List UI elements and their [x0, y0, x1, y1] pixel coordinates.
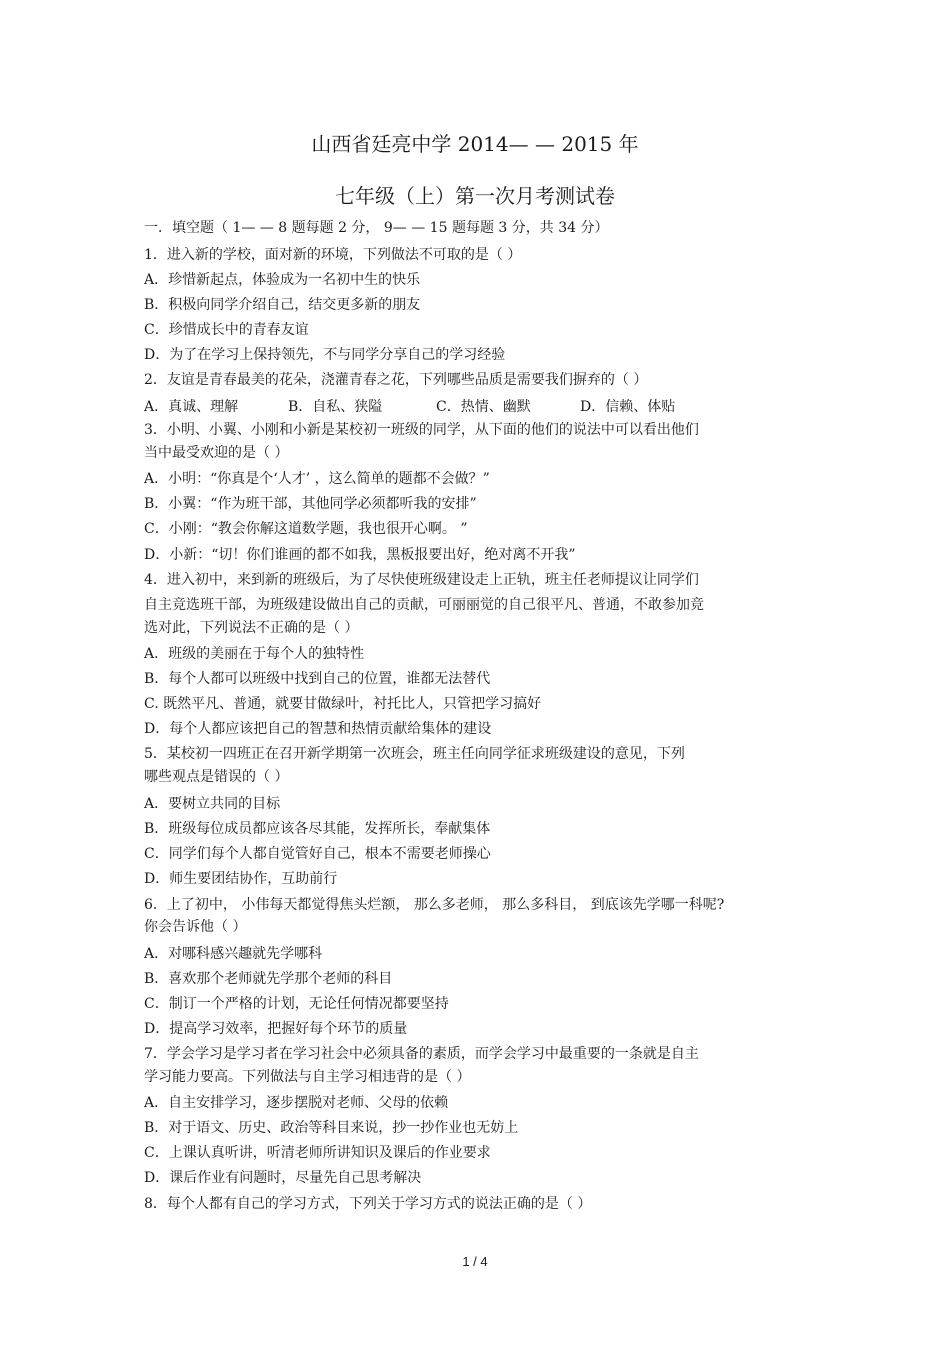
exam-line: C．小刚：“教会你解这道数学题，我也很开心啊。 ” [144, 521, 468, 537]
exam-line: 自主竞选班干部，为班级建设做出自己的贡献，可丽丽觉的自己很平凡、普通，不敢参加竞 [144, 597, 704, 613]
q2-option-a: A．真诚、理解 [144, 399, 239, 415]
exam-line: 2．友谊是青春最美的花朵，浇灌青春之花，下列哪些品质是需要我们摒弃的（ ） [144, 372, 648, 388]
q2-option-c: C．热情、幽默 [436, 399, 531, 415]
exam-line: B．积极向同学介绍自己，结交更多新的朋友 [144, 297, 421, 313]
exam-line: A．要树立共同的目标 [144, 796, 281, 812]
exam-line: 学习能力要高。下列做法与自主学习相违背的是（ ） [144, 1069, 471, 1085]
page-number: 1 / 4 [462, 1254, 488, 1269]
exam-line: 哪些观点是错误的（ ） [144, 769, 289, 785]
exam-line: 3．小明、小翼、小刚和小新是某校初一班级的同学，从下面的他们的说法中可以看出他们 [144, 422, 699, 438]
exam-line: A．班级的美丽在于每个人的独特性 [144, 646, 365, 662]
exam-line: D．每个人都应该把自己的智慧和热情贡献给集体的建设 [144, 721, 492, 737]
exam-line: B．喜欢那个老师就先学那个老师的科目 [144, 971, 393, 987]
exam-line: 选对此，下列说法不正确的是（ ） [144, 620, 359, 636]
exam-line: C. 既然平凡、普通，就要甘做绿叶，衬托比人，只管把学习搞好 [144, 696, 542, 712]
exam-line: 7．学会学习是学习者在学习社会中必须具备的素质，而学会学习中最重要的一条就是自主 [144, 1046, 699, 1062]
q2-option-b: B．自私、狭隘 [288, 399, 383, 415]
exam-line: A．珍惜新起点，体验成为一名初中生的快乐 [144, 272, 421, 288]
exam-line: A．小明：“你真是个‘人才’ ，这么简单的题都不会做？” [144, 471, 490, 487]
exam-line: D．课后作业有问题时，尽量先自己思考解决 [144, 1170, 422, 1186]
exam-line: B．对于语文、历史、政治等科目来说，抄一抄作业也无妨上 [144, 1120, 519, 1136]
exam-line: D．小新：“切！你们谁画的都不如我，黑板报要出好，绝对离不开我” [144, 547, 576, 563]
exam-line: B．小翼：“作为班干部，其他同学必须都听我的安排” [144, 496, 477, 512]
exam-line: 6．上了初中， 小伟每天都觉得焦头烂额， 那么多老师， 那么多科目， 到底该先学哪一科呢? [144, 897, 725, 913]
exam-line: 5．某校初一四班正在召开新学期第一次班会，班主任向同学征求班级建设的意见，下列 [144, 746, 685, 762]
exam-line: 1．进入新的学校，面对新的环境，下列做法不可取的是（ ） [144, 247, 522, 263]
exam-line: 8．每个人都有自己的学习方式，下列关于学习方式的说法正确的是（ ） [144, 1196, 592, 1212]
exam-line: C．同学们每个人都自觉管好自己，根本不需要老师操心 [144, 846, 491, 862]
exam-line: C．珍惜成长中的青春友谊 [144, 322, 309, 338]
exam-line: D．师生要团结协作，互助前行 [144, 871, 338, 887]
exam-line: C．制订一个严格的计划，无论任何情况都要坚持 [144, 996, 449, 1012]
exam-line: B．班级每位成员都应该各尽其能，发挥所长，奉献集体 [144, 821, 491, 837]
exam-line: D．为了在学习上保持领先，不与同学分享自己的学习经验 [144, 347, 506, 363]
exam-title-school: 山西省廷亮中学 2014— — 2015 年 [311, 132, 639, 156]
exam-title-grade: 七年级（上）第一次月考测试卷 [335, 184, 615, 208]
exam-line: A．自主安排学习，逐步摆脱对老师、父母的依赖 [144, 1095, 449, 1111]
exam-line: 你会告诉他（ ） [144, 919, 247, 935]
exam-line: C．上课认真听讲，听清老师所讲知识及课后的作业要求 [144, 1145, 491, 1161]
exam-line: 一．填空题（ 1— — 8 题每题 2 分， 9— — 15 题每题 3 分，共 34 分） [144, 220, 609, 236]
exam-line: D．提高学习效率，把握好每个环节的质量 [144, 1021, 408, 1037]
q2-option-d: D．信赖、体贴 [580, 399, 676, 415]
exam-line: A．对哪科感兴趣就先学哪科 [144, 946, 323, 962]
exam-line: B．每个人都可以班级中找到自己的位置，谁都无法替代 [144, 671, 491, 687]
exam-line: 当中最受欢迎的是（ ） [144, 445, 289, 461]
exam-line: 4．进入初中，来到新的班级后，为了尽快使班级建设走上正轨，班主任老师提议让同学们 [144, 572, 699, 588]
